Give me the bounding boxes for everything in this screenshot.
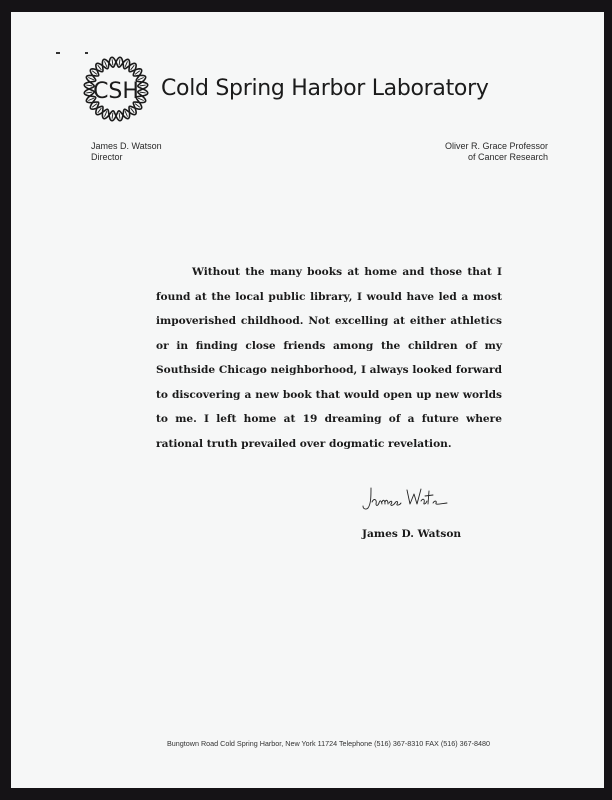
csh-logo-icon [77, 54, 155, 124]
helix-rung [112, 113, 113, 119]
helix-rung [86, 85, 92, 86]
helix-rung [138, 78, 144, 80]
handwritten-signature [357, 482, 453, 516]
helix-rung [105, 61, 107, 67]
helix-rung [86, 92, 92, 93]
director-name: James D. Watson [91, 141, 162, 151]
helix-rung [98, 65, 102, 70]
helix-rung [131, 65, 135, 70]
helix-rung [92, 71, 97, 75]
scan-mark [56, 52, 60, 54]
director-block [91, 141, 162, 163]
helix-rung [119, 113, 120, 119]
helix-rung [135, 104, 140, 108]
professorship-line-2: of Cancer Research [467, 152, 548, 162]
helix-rung [140, 92, 146, 93]
helix-rung [112, 59, 113, 65]
helix-rung [135, 71, 140, 75]
helix-rung [119, 59, 120, 65]
organization-name: Cold Spring Harbor Laboratory [161, 76, 489, 101]
helix-rung [125, 111, 127, 117]
signatory-name: James D. Watson [362, 528, 462, 540]
professorship-block [445, 141, 548, 163]
logo-text: CSH [93, 79, 139, 104]
helix-rung [131, 108, 135, 113]
helix-rung [105, 111, 107, 117]
helix-rung [125, 61, 127, 67]
helix-rung [92, 104, 97, 108]
professorship-line-1: Oliver R. Grace Professor [444, 141, 548, 151]
helix-rung [98, 108, 102, 113]
helix-rung [138, 98, 144, 100]
director-title: Director [91, 152, 123, 162]
letter-page [11, 12, 604, 788]
footer-address: Bungtown Road Cold Spring Harbor, New York 11724 Telephone (516) 367-8310 FAX (516) 367-8480 [167, 739, 490, 748]
helix-rung [140, 85, 146, 86]
letter-body: Without the many books at home and those that I found at the local public library, I would have led a most impoverished childhood. Not excelling at either athletics or in finding close friends among the children of my Southside Chicago neighborhood, I always looked forward to discovering a new book that would open up new worlds to me. I left home at 19 dreaming of a future where rational truth prevailed over dogmatic revelation. [156, 266, 502, 450]
